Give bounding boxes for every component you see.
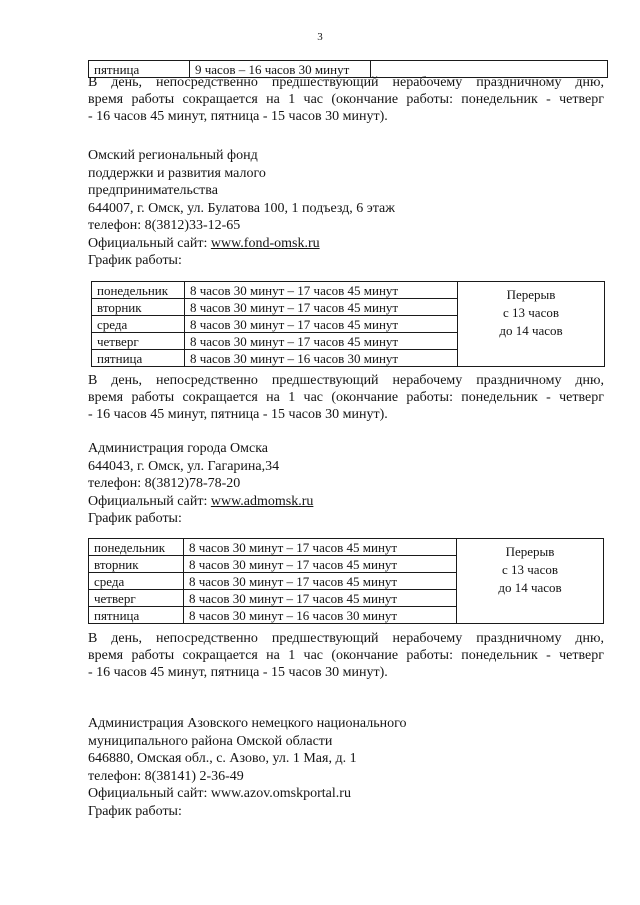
day-cell: среда <box>92 316 185 333</box>
org-name: Администрация города Омска <box>88 441 269 456</box>
org-name: предпринимательства <box>88 183 218 198</box>
holiday-note <box>88 372 604 423</box>
schedule-table-fund <box>91 281 605 367</box>
hours-cell: 8 часов 30 минут – 17 часов 45 минут <box>185 299 458 316</box>
hours-cell: 8 часов 30 минут – 17 часов 45 минут <box>184 539 457 556</box>
hours-cell: 8 часов 30 минут – 17 часов 45 минут <box>185 316 458 333</box>
break-cell <box>458 282 605 367</box>
org-city-admin-block <box>88 440 313 528</box>
note-line: - 16 часов 45 минут, пятница - 15 часов 30 минут). <box>88 407 388 422</box>
org-site: Официальный сайт: www.azov.omskportal.ru <box>88 786 351 801</box>
note-line: В день, непосредственно предшествующий нерабочему праздничному дню, <box>88 75 604 90</box>
org-address: 646880, Омская обл., с. Азово, ул. 1 Мая, д. 1 <box>88 751 357 766</box>
note-line: - 16 часов 45 минут, пятница - 15 часов 30 минут). <box>88 109 388 124</box>
day-cell: четверг <box>89 590 184 607</box>
day-cell: вторник <box>92 299 185 316</box>
schedule-label: График работы: <box>88 511 182 526</box>
org-name: Омский региональный фонд <box>88 148 258 163</box>
break-text: до 14 часов <box>498 580 562 595</box>
org-site <box>88 493 313 511</box>
hours-cell: 8 часов 30 минут – 16 часов 30 минут <box>184 607 457 624</box>
note-line: В день, непосредственно предшествующий нерабочему праздничному дню, <box>88 631 604 646</box>
org-fund-block <box>88 147 395 270</box>
schedule-table-city <box>88 538 604 624</box>
org-azov-admin-block <box>88 715 407 820</box>
site-link[interactable]: www.fond-omsk.ru <box>210 235 320 251</box>
org-phone: телефон: 8(38141) 2-36-49 <box>88 768 244 784</box>
page-number: 3 <box>317 31 323 43</box>
org-site <box>88 235 395 253</box>
hours-cell: 8 часов 30 минут – 16 часов 30 минут <box>185 350 458 367</box>
note-line: время работы сокращается на 1 час (окончание работы: понедельник - четверг <box>88 92 604 107</box>
table-row <box>92 282 605 299</box>
break-text: Перерыв <box>506 287 556 302</box>
holiday-note <box>88 630 604 681</box>
break-text: до 14 часов <box>499 323 563 338</box>
day-cell: среда <box>89 573 184 590</box>
hours-cell: 9 часов – 16 часов 30 минут <box>190 61 371 78</box>
site-link[interactable]: www.admomsk.ru <box>210 493 314 509</box>
site-label: Официальный сайт: <box>88 235 211 251</box>
org-name: поддержки и развития малого <box>88 165 266 181</box>
hours-cell: 8 часов 30 минут – 17 часов 45 минут <box>184 556 457 573</box>
day-cell: понедельник <box>92 282 185 299</box>
site-label: Официальный сайт: <box>88 493 211 509</box>
break-cell <box>457 539 604 624</box>
day-cell: пятница <box>92 350 185 367</box>
org-address: 644007, г. Омск, ул. Булатова 100, 1 подъезд, 6 этаж <box>88 200 395 216</box>
day-cell: четверг <box>92 333 185 350</box>
holiday-note <box>88 74 604 125</box>
hours-cell: 8 часов 30 минут – 17 часов 45 минут <box>185 282 458 299</box>
org-name: муниципального района Омской области <box>88 733 333 749</box>
org-phone: телефон: 8(3812)78-78-20 <box>88 476 241 491</box>
day-cell: пятница <box>89 61 190 78</box>
note-line: - 16 часов 45 минут, пятница - 15 часов 30 минут). <box>88 665 388 680</box>
hours-cell: 8 часов 30 минут – 17 часов 45 минут <box>185 333 458 350</box>
hours-cell: 8 часов 30 минут – 17 часов 45 минут <box>184 573 457 590</box>
table-row <box>89 539 604 556</box>
hours-cell: 8 часов 30 минут – 17 часов 45 минут <box>184 590 457 607</box>
break-text: Перерыв <box>505 544 555 559</box>
day-cell: пятница <box>89 607 184 624</box>
note-line: время работы сокращается на 1 час (окончание работы: понедельник - четверг <box>88 648 604 663</box>
schedule-label: График работы: <box>88 803 182 819</box>
day-cell: вторник <box>89 556 184 573</box>
schedule-label: График работы: <box>88 253 182 268</box>
break-text: с 13 часов <box>503 305 559 320</box>
org-phone: телефон: 8(3812)33-12-65 <box>88 218 241 233</box>
org-name: Администрация Азовского немецкого национального <box>88 716 407 731</box>
note-line: время работы сокращается на 1 час (окончание работы: понедельник - четверг <box>88 390 604 405</box>
day-cell: понедельник <box>89 539 184 556</box>
break-text: с 13 часов <box>502 562 558 577</box>
note-line: В день, непосредственно предшествующий нерабочему праздничному дню, <box>88 373 604 388</box>
org-address: 644043, г. Омск, ул. Гагарина,34 <box>88 458 280 474</box>
